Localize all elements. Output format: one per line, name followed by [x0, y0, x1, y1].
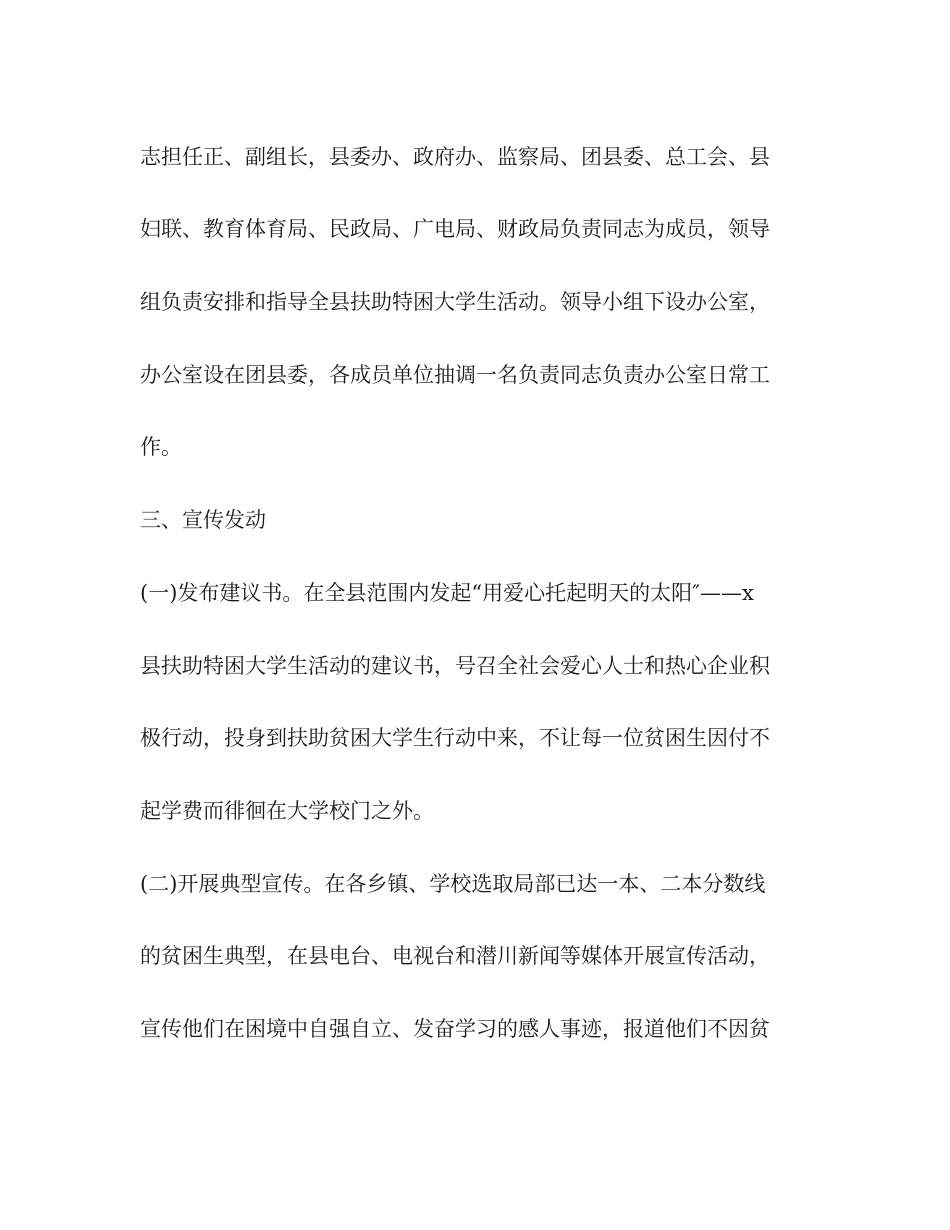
text-line: 组负责安排和指导全县扶助特困大学生活动。领导小组下设办公室，: [140, 290, 770, 314]
text-line: 极行动，投身到扶助贫困大学生行动中来，不让每一位贫困生因付不: [140, 726, 770, 750]
text-line: 县扶助特困大学生活动的建议书，号召全社会爱心人士和热心企业积: [140, 654, 770, 678]
text-line: (一)发布建议书。在全县范围内发起“用爱心托起明天的太阳″——x: [140, 581, 754, 605]
section-heading: 三、宣传发动: [140, 508, 266, 532]
text-line: 作。: [140, 435, 182, 459]
text-line: 的贫困生典型，在县电台、电视台和潜川新闻等媒体开展宣传活动，: [140, 944, 770, 968]
text-line: 志担任正、副组长，县委办、政府办、监察局、团县委、总工会、县: [140, 145, 770, 169]
text-line: 妇联、教育体育局、民政局、广电局、财政局负责同志为成员，领导: [140, 217, 770, 241]
text-line: 宣传他们在困境中自强自立、发奋学习的感人事迹，报道他们不因贫: [140, 1017, 770, 1041]
text-line: 起学费而徘徊在大学校门之外。: [140, 799, 434, 823]
text-line: (二)开展典型宣传。在各乡镇、学校选取局部已达一本、二本分数线: [140, 872, 766, 896]
text-line: 办公室设在团县委，各成员单位抽调一名负责同志负责办公室日常工: [140, 363, 770, 387]
